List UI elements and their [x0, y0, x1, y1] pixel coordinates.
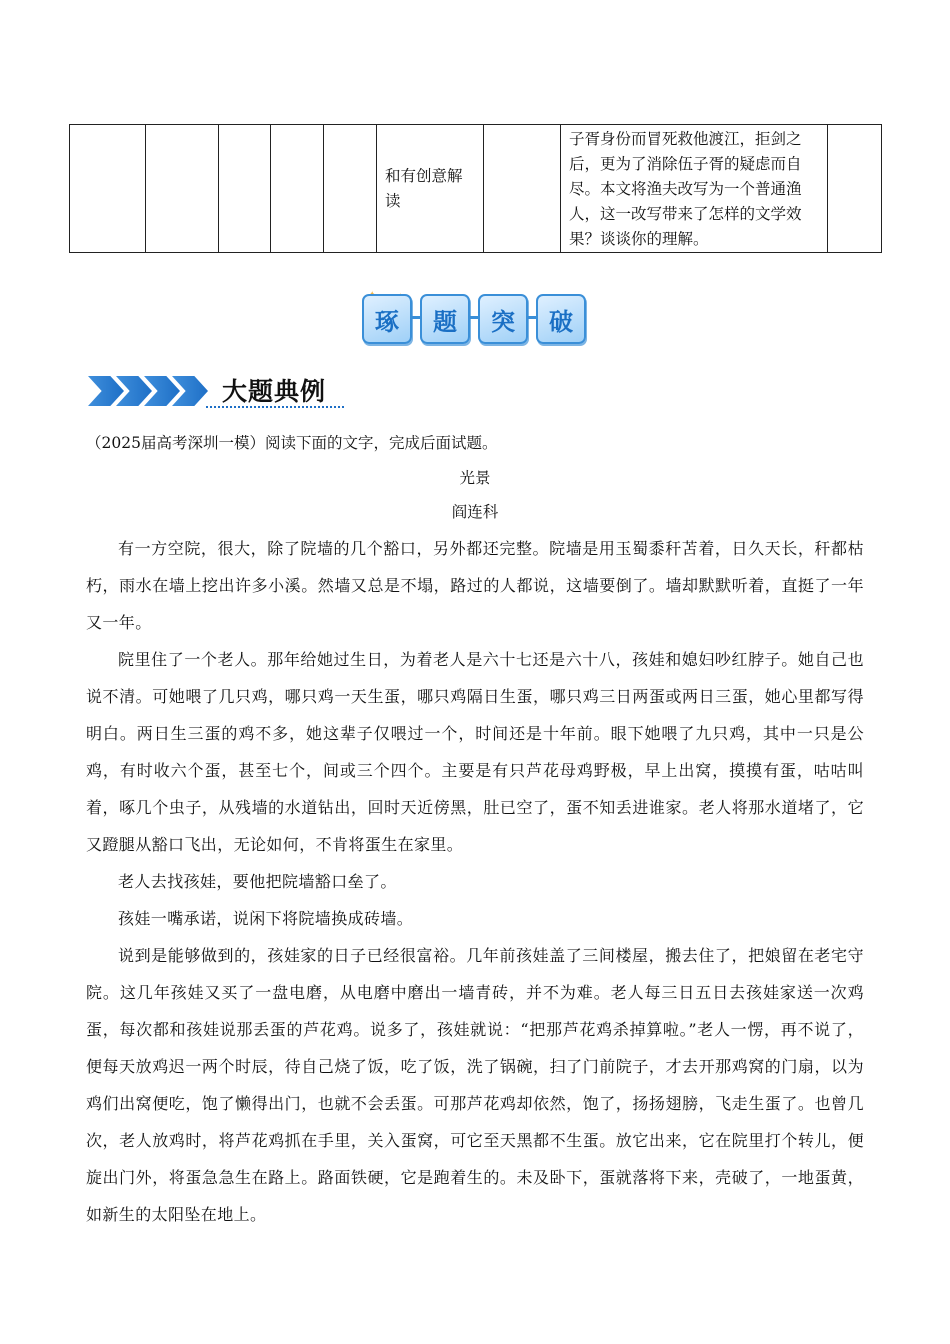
paragraph: 有一方空院，很大，除了院墙的几个豁口，另外都还完整。院墙是用玉蜀黍秆苫着，日久天长，秆都枯朽，雨水在墙上挖出许多小溪。然墙又总是不塌，路过的人都说，这墙要倒了。墙却默默听着，直挺了一年又一年。 — [86, 539, 864, 632]
banner-connector — [468, 316, 478, 319]
article-title: 光景 — [459, 469, 491, 487]
banner-tile: 破 — [536, 294, 586, 344]
banner-tile: 突 — [478, 294, 528, 344]
paragraph: 院里住了一个老人。那年给她过生日，为着老人是六十七还是六十八，孩娃和媳妇吵红脖子。她自己也说不清。可她喂了几只鸡，哪只鸡一天生蛋，哪只鸡隔日生蛋，哪只鸡三日两蛋或两日三蛋，她心里都写得明白。两日生三蛋的鸡不多，她这辈子仅喂过一个，时间还是十年前。眼下她喂了九只鸡，其中一只是公鸡，有时收六个蛋，甚至七个，间或三个四个。主要是有只芦花母鸡野极，早上出窝，摸摸有蛋，咕咕叫着，啄几个虫子，从残墙的水道钻出，回时天近傍黑，肚已空了，蛋不知丢进谁家。老人将那水道堵了，它又蹬腿从豁口飞出，无论如何，不肯将蛋生在家里。 — [86, 650, 864, 854]
article-body — [86, 530, 864, 1233]
paragraph: 老人去找孩娃，要他把院墙豁口垒了。 — [118, 872, 397, 891]
table-cell — [219, 125, 271, 253]
section-header — [88, 372, 348, 412]
section-title: 大题典例 — [222, 377, 327, 406]
banner-tile: 琢 — [362, 294, 412, 344]
table-cell — [271, 125, 324, 253]
banner-connector — [526, 316, 536, 319]
table-cell-requirement: 和有创意解读 — [377, 125, 484, 253]
paragraph: 说到是能够做到的，孩娃家的日子已经很富裕。几年前孩娃盖了三间楼屋，搬去住了，把娘留在老宅守院。这几年孩娃又买了一盘电磨，从电磨中磨出一墙青砖，并不为难。老人每三日五日去孩娃家送一次鸡蛋，每次都和孩娃说那丢蛋的芦花鸡。说多了，孩娃就说：“把那芦花鸡杀掉算啦。”老人一愣，再不说了，便每天放鸡迟一两个时辰，待自己烧了饭，吃了饭，洗了锅碗，扫了门前院子，才去开那鸡窝的门扇，以为鸡们出窝便吃，饱了懒得出门，也就不会丢蛋。可那芦花鸡却依然，饱了，扬扬翅膀，飞走生蛋了。也曾几次，老人放鸡时，将芦花鸡抓在手里，关入蛋窝，可它至天黑都不生蛋。放它出来，它在院里打个转儿，便旋出门外，将蛋急急生在路上。路面铁硬，它是跑着生的。未及卧下，蛋就落将下来，壳破了，一地蛋黄，如新生的太阳坠在地上。 — [86, 946, 864, 1224]
article-author: 阎连科 — [451, 503, 499, 521]
exam-intro: （2025届高考深圳一模）阅读下面的文字，完成后面试题。 — [86, 434, 498, 452]
chevron-right-icon — [88, 376, 124, 406]
table-cell — [484, 125, 561, 253]
zhuoti-tupo-banner — [358, 290, 590, 346]
section-underline — [206, 406, 344, 408]
table-cell — [324, 125, 377, 253]
table-cell-question: 子胥身份而冒死救他渡江，拒剑之后，更为了消除伍子胥的疑虑而自尽。本文将渔夫改写为一个普通渔人，这一改写带来了怎样的文学效果？谈谈你的理解。 — [561, 125, 828, 253]
banner-connector — [410, 316, 420, 319]
table-cell — [146, 125, 219, 253]
paragraph: 孩娃一嘴承诺，说闲下将院墙换成砖墙。 — [118, 909, 414, 928]
table-cell — [828, 125, 882, 253]
banner-tile: 题 — [420, 294, 470, 344]
question-table-fragment — [69, 124, 882, 253]
table-cell — [70, 125, 146, 253]
